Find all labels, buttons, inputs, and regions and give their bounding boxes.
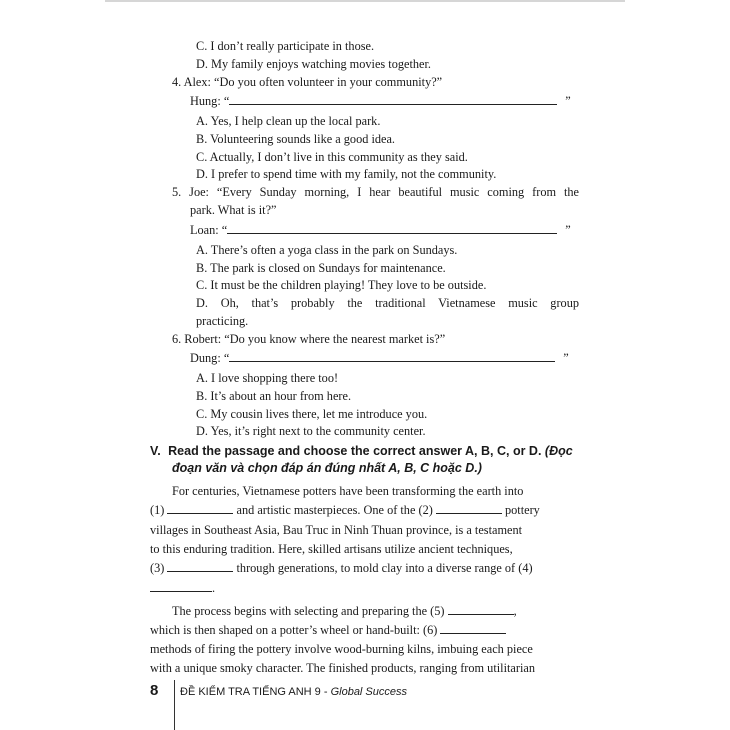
blank-4: [150, 580, 212, 592]
section-v-instruction-vi-1: (Đọc: [544, 444, 573, 458]
passage-p1-line5-text: through generations, to mold clay into a diverse range of (4): [236, 561, 533, 575]
q3-option-c: C. I don’t really participate in those.: [196, 39, 375, 53]
blank-1: [167, 502, 233, 514]
blank-1-label: (1): [150, 503, 165, 517]
footer-title-text: ĐỀ KIỂM TRA TIẾNG ANH 9 -: [180, 686, 331, 698]
blank-5: [448, 603, 514, 615]
passage-p1-line6-end: .: [212, 581, 216, 595]
section-v-instruction-vi-2: đoạn văn và chọn đáp án đúng nhất A, B, C hoặc D.): [172, 461, 482, 475]
passage-p2-line2-text: which is then shaped on a potter’s wheel or hand-built: (6): [150, 623, 438, 637]
q4-response-line: [190, 93, 571, 110]
q6-answer-blank: [229, 350, 555, 362]
passage-p2-line1-end: ,: [513, 604, 517, 618]
passage-p2-line1-text: The process begins with selecting and preparing the (5): [172, 604, 445, 618]
section-v-heading: [150, 443, 573, 460]
passage-p2-line2: [150, 622, 506, 639]
q6-option-a: A. I love shopping there too!: [196, 371, 339, 385]
q5-option-d: D. Oh, that’s probably the traditional Vietnamese music group: [196, 296, 579, 310]
q6-response-line: [190, 350, 569, 367]
q6-close-quote: ”: [563, 351, 569, 365]
q4-option-b: B. Volunteering sounds like a good idea.: [196, 132, 396, 146]
passage-p1-line6: [150, 580, 215, 597]
q5-question-line2: park. What is it?”: [190, 203, 277, 217]
passage-p1-line2-end: pottery: [505, 503, 540, 517]
passage-p1-line5: [150, 560, 533, 577]
passage-p1-line4: to this enduring tradition. Here, skilled artisans utilize ancient techniques,: [150, 542, 513, 556]
q4-close-quote: ”: [565, 94, 571, 108]
passage-p1-line3: villages in Southeast Asia, Bau Truc in Ninh Thuan province, is a testament: [150, 523, 523, 537]
blank-2: [436, 502, 502, 514]
q5-question-line1: 5. Joe: “Every Sunday morning, I hear beautiful music coming from the: [172, 185, 579, 199]
passage-p1-line1: For centuries, Vietnamese potters have been transforming the earth into: [172, 484, 524, 498]
q4-option-a: A. Yes, I help clean up the local park.: [196, 114, 381, 128]
footer-divider: [174, 680, 175, 730]
passage-p2-line1: [172, 603, 517, 620]
section-v-number: V.: [150, 444, 161, 458]
q5-respondent: Loan: “: [190, 223, 228, 237]
q5-option-c: C. It must be the children playing! They love to be outside.: [196, 278, 487, 292]
blank-3: [167, 560, 233, 572]
blank-6: [440, 622, 506, 634]
q5-option-d-continued: practicing.: [196, 314, 249, 328]
passage-p1-line2-text: and artistic masterpieces. One of the (2): [236, 503, 433, 517]
q6-option-b: B. It’s about an hour from here.: [196, 389, 352, 403]
q5-response-line: [190, 222, 571, 239]
section-v-heading-line2: [172, 460, 482, 477]
blank-3-label: (3): [150, 561, 165, 575]
q6-question: 6. Robert: “Do you know where the nearest market is?”: [172, 332, 446, 346]
q4-question: 4. Alex: “Do you often volunteer in your community?”: [172, 75, 443, 89]
q5-answer-blank: [227, 222, 557, 234]
q5-option-a: A. There’s often a yoga class in the park on Sundays.: [196, 243, 458, 257]
page-number: 8: [150, 682, 159, 699]
passage-p1-line2: [150, 502, 540, 519]
section-v-instruction: Read the passage and choose the correct answer A, B, C, or D.: [168, 444, 542, 458]
q4-option-d: D. I prefer to spend time with my family, not the community.: [196, 167, 497, 181]
page-top-edge: [105, 0, 625, 2]
footer-book-title: [180, 686, 407, 698]
q4-answer-blank: [229, 93, 557, 105]
q6-respondent: Dung: “: [190, 351, 230, 365]
passage-p2-line3: methods of firing the pottery involve wood-burning kilns, imbuing each piece: [150, 642, 533, 656]
q3-option-d: D. My family enjoys watching movies together.: [196, 57, 431, 71]
q6-option-c: C. My cousin lives there, let me introduce you.: [196, 407, 428, 421]
q5-close-quote: ”: [565, 223, 571, 237]
q6-option-d: D. Yes, it’s right next to the community center.: [196, 424, 426, 438]
q4-option-c: C. Actually, I don’t live in this community as they said.: [196, 150, 468, 164]
footer-series: Global Success: [330, 686, 408, 698]
q5-option-b: B. The park is closed on Sundays for maintenance.: [196, 261, 446, 275]
passage-p2-line4: with a unique smoky character. The finished products, ranging from utilitarian: [150, 661, 535, 675]
q4-respondent: Hung: “: [190, 94, 230, 108]
